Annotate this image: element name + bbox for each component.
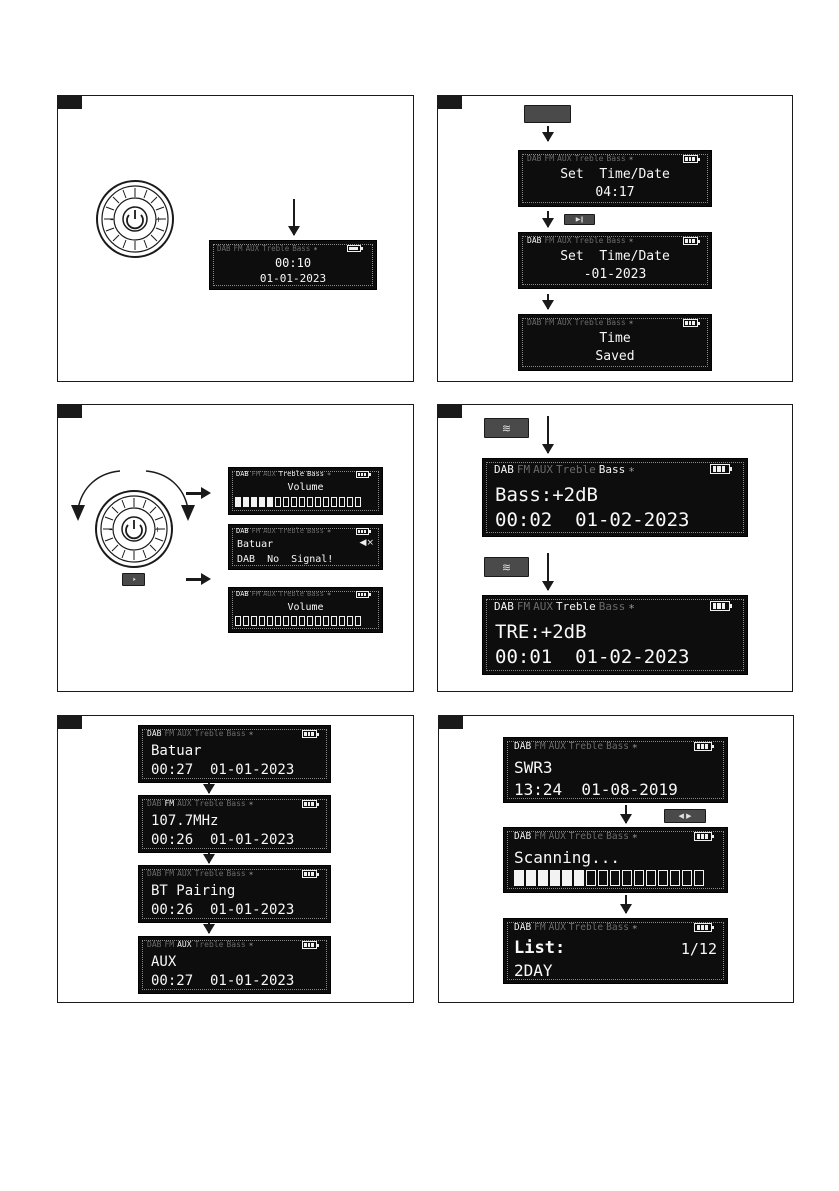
status-bass: Bass [307,470,324,478]
status-aux: AUX [548,741,566,752]
bar-segment [251,616,257,626]
lcd-display [228,587,383,633]
status-treble: Treble [568,831,604,842]
status-bass: Bass [226,799,246,808]
play-pause-button [564,214,595,225]
lcd-line-1: List: [514,938,566,958]
status-fm: FM [164,869,175,878]
status-bass: Bass [226,940,246,949]
status-bass: Bass [606,236,626,245]
bar-segment [283,497,289,507]
status-treble: Treble [194,729,224,738]
status-treble: Treble [194,940,224,949]
status-aux: AUX [548,922,566,933]
status-bass: Bass [226,869,246,878]
lcd-line-2: 01-01-2023 [259,272,327,285]
lcd-display [518,150,712,207]
lcd-line-1: TRE:+2dB [495,621,587,643]
battery-icon [710,464,730,474]
status-fm: FM [516,463,531,476]
play-pause-icon: ▶ǁ [575,216,584,223]
status-dab: DAB [236,470,249,478]
bar-segment [299,616,305,626]
lcd-display [503,737,728,803]
status-aux: AUX [177,869,192,878]
status-bass: Bass [606,154,626,163]
status-fm: FM [534,831,546,842]
battery-icon [302,941,317,949]
bar-segment [307,616,313,626]
arrow-down [547,416,549,453]
status-treble: Treble [556,600,596,613]
status-dab: DAB [514,922,532,933]
status-aux: AUX [533,463,553,476]
status-aux: AUX [177,940,192,949]
bar-segment [574,870,584,886]
battery-icon [694,923,712,932]
status-fm: FM [544,236,555,245]
arrow-down [208,923,210,933]
bluetooth-icon: ∗ [248,729,254,738]
lcd-display [503,918,728,984]
status-aux: AUX [548,831,566,842]
bar-segment [682,870,692,886]
lcd-line-2: DAB No Signal! [237,554,334,565]
status-fm: FM [544,154,555,163]
bar-segment [634,870,644,886]
panel-number-1 [57,95,82,109]
bar-segment [267,616,273,626]
lcd-display [138,795,331,853]
bar-segment [658,870,668,886]
bar-segment [550,870,560,886]
lcd-display [138,936,331,994]
arrow-down [547,211,549,227]
lcd-line-2: 00:27 01-01-2023 [151,762,295,778]
battery-icon [694,832,712,841]
bar-segment [526,870,536,886]
status-fm: FM [251,590,261,598]
bar-segment [331,616,337,626]
bar-segment [291,616,297,626]
status-treble: Treble [278,470,305,478]
svg-text:–: – [110,215,114,224]
arrow-down [208,783,210,793]
volume-bar [235,616,361,626]
bluetooth-icon: ∗ [326,470,332,478]
status-bass: Bass [606,831,630,842]
bar-segment [235,497,241,507]
lcd-display [503,827,728,893]
power-knob-icon [95,179,175,259]
arrow-right [186,492,203,495]
panel-number-6 [438,715,463,729]
status-fm: FM [534,922,546,933]
status-dab: DAB [514,741,532,752]
status-bass: Bass [606,318,626,327]
status-fm: FM [544,318,555,327]
svg-text:+: + [155,215,162,224]
status-dab: DAB [514,831,532,842]
status-treble: Treble [194,799,224,808]
status-fm: FM [164,729,175,738]
bar-segment [339,497,345,507]
status-treble: Treble [568,922,604,933]
status-treble: Treble [278,527,305,535]
bar-segment [259,616,265,626]
arrow-down [547,126,549,141]
bar-segment [562,870,572,886]
status-aux: AUX [533,600,553,613]
bluetooth-icon: ∗ [248,799,254,808]
lcd-line-1: Set Time/Date [560,249,670,264]
lcd-line-1: Volume [287,602,324,613]
status-bass: Bass [226,729,246,738]
panel-number-5 [57,715,82,729]
bar-segment [259,497,265,507]
bar-segment [299,497,305,507]
bluetooth-icon: ∗ [326,527,332,535]
power-knob-icon [94,489,174,569]
bar-segment [347,497,353,507]
bar-segment [355,497,361,507]
bar-segment [347,616,353,626]
lcd-line-2: 00:26 01-01-2023 [151,902,295,918]
scan-progress-bar [514,870,704,886]
battery-icon [347,245,361,252]
status-bass: Bass [307,590,324,598]
status-dab: DAB [236,590,249,598]
status-aux: AUX [177,799,192,808]
bluetooth-icon: ∗ [632,741,638,752]
bluetooth-icon: ∗ [248,869,254,878]
panel-4 [437,404,793,692]
bar-segment [275,497,281,507]
status-fm: FM [251,470,261,478]
status-treble: Treble [574,318,604,327]
panel-number-3 [57,404,82,418]
lcd-display [482,595,748,675]
svg-text:+: + [154,525,161,534]
bar-segment [315,616,321,626]
list-position: 1/12 [680,940,717,958]
bar-segment [514,870,524,886]
bluetooth-icon: ∗ [248,940,254,949]
status-dab: DAB [217,244,231,253]
status-aux: AUX [263,470,276,478]
status-bass: Bass [598,463,626,476]
panel-number-2 [437,95,462,109]
lcd-line-2: 00:01 01-02-2023 [495,646,690,668]
bar-segment [670,870,680,886]
lcd-line-1: Time [599,331,631,346]
status-dab: DAB [527,318,542,327]
status-treble: Treble [556,463,596,476]
panel-3 [57,404,414,692]
lcd-line-1: 107.7MHz [151,813,219,829]
lcd-display [482,458,748,537]
arrow-down [625,805,627,823]
status-aux: AUX [557,236,572,245]
status-dab: DAB [236,527,249,535]
status-fm: FM [534,741,546,752]
lcd-display [518,232,712,289]
lcd-line-2: Saved [595,349,635,364]
bluetooth-icon: ∗ [326,590,332,598]
svg-text:–: – [109,525,113,534]
bar-segment [323,497,329,507]
status-treble: Treble [194,869,224,878]
lcd-display [518,314,712,371]
battery-icon [302,870,317,878]
lcd-line-2: 00:26 01-01-2023 [151,832,295,848]
bluetooth-icon: ∗ [628,600,635,613]
bar-segment [538,870,548,886]
status-bass: Bass [606,922,630,933]
volume-bar [235,497,361,507]
bar-segment [355,616,361,626]
lcd-line-1: Set Time/Date [560,167,670,182]
status-treble: Treble [278,590,305,598]
status-dab: DAB [147,869,162,878]
bluetooth-icon: ∗ [628,318,634,327]
bar-segment [646,870,656,886]
lcd-display [138,865,331,923]
panel-2 [437,95,793,382]
status-fm: FM [516,600,531,613]
lcd-line-1: Batuar [237,539,274,550]
status-aux: AUX [245,244,260,253]
arrow-down [208,853,210,863]
battery-icon [302,800,317,808]
panel-number-4 [437,404,462,418]
status-bass: Bass [307,527,324,535]
eq-wave-icon: ≋ [501,560,512,574]
panel-6 [438,715,794,1003]
bar-segment [315,497,321,507]
panel-1 [57,95,414,382]
lcd-line-2: 00:27 01-01-2023 [151,973,295,989]
lcd-display [228,524,383,570]
status-treble: Treble [574,236,604,245]
battery-icon [683,155,698,163]
lcd-display [138,725,331,783]
eq-button [484,557,529,577]
mute-button [122,573,145,586]
mute-icon: 🕨 [131,575,136,583]
bar-segment [267,497,273,507]
eq-wave-icon: ≋ [501,421,512,435]
lcd-line-2: -01-2023 [583,267,647,282]
status-dab: DAB [494,600,514,613]
bar-segment [586,870,596,886]
status-aux: AUX [263,590,276,598]
battery-icon [683,319,698,327]
bar-segment [251,497,257,507]
bar-segment [610,870,620,886]
bar-segment [275,616,281,626]
bar-segment [283,616,289,626]
eq-button [484,418,529,438]
arrow-down [547,294,549,309]
battery-icon [683,237,698,245]
left-right-button [664,809,706,823]
status-dab: DAB [527,154,542,163]
lcd-display [228,467,383,515]
arrow-down [293,199,295,235]
lcd-line-1: SWR3 [514,758,553,777]
set-button [524,105,571,123]
lcd-line-2: 04:17 [595,185,635,200]
left-right-arrows-icon: ◀ ▶ [678,812,692,820]
status-treble: Treble [574,154,604,163]
lcd-line-1: AUX [151,954,177,970]
bar-segment [622,870,632,886]
status-dab: DAB [494,463,514,476]
bluetooth-icon: ∗ [628,463,635,476]
arrow-right [186,578,203,581]
status-treble: Treble [262,244,290,253]
lcd-line-1: Bass:+2dB [495,484,598,506]
bluetooth-icon: ∗ [632,922,638,933]
lcd-line-1: BT Pairing [151,883,236,899]
lcd-display [209,240,377,290]
battery-icon [356,528,369,535]
status-treble: Treble [568,741,604,752]
arrow-down [625,895,627,913]
battery-icon [302,730,317,738]
bluetooth-icon: ∗ [628,154,634,163]
speaker-muted-icon: ◀× [359,538,374,548]
status-fm: FM [164,799,175,808]
lcd-line-1: Batuar [151,743,202,759]
bar-segment [323,616,329,626]
battery-icon [694,742,712,751]
status-aux: AUX [557,154,572,163]
battery-icon [356,471,369,478]
lcd-line-1: Volume [287,482,324,493]
status-fm: FM [233,244,243,253]
status-dab: DAB [527,236,542,245]
bar-segment [331,497,337,507]
status-bass: Bass [292,244,311,253]
battery-icon [356,591,369,598]
bluetooth-icon: ∗ [313,244,318,253]
bar-segment [243,616,249,626]
status-fm: FM [164,940,175,949]
bar-segment [339,616,345,626]
lcd-line-2: 13:24 01-08-2019 [514,780,678,799]
lcd-line-2: 00:02 01-02-2023 [495,509,690,531]
lcd-line-1: 00:10 [274,256,312,270]
bar-segment [598,870,608,886]
bar-segment [235,616,241,626]
arrow-down [547,553,549,590]
bluetooth-icon: ∗ [632,831,638,842]
bar-segment [694,870,704,886]
status-bass: Bass [598,600,626,613]
status-bass: Bass [606,741,630,752]
bar-segment [291,497,297,507]
battery-icon [710,601,730,611]
status-fm: FM [251,527,261,535]
bar-segment [243,497,249,507]
lcd-line-2: 2DAY [514,961,553,980]
status-aux: AUX [557,318,572,327]
status-aux: AUX [263,527,276,535]
status-dab: DAB [147,729,162,738]
status-aux: AUX [177,729,192,738]
panel-5 [57,715,414,1003]
status-dab: DAB [147,799,162,808]
bar-segment [307,497,313,507]
status-dab: DAB [147,940,162,949]
lcd-line-1: Scanning... [514,848,620,867]
bluetooth-icon: ∗ [628,236,634,245]
